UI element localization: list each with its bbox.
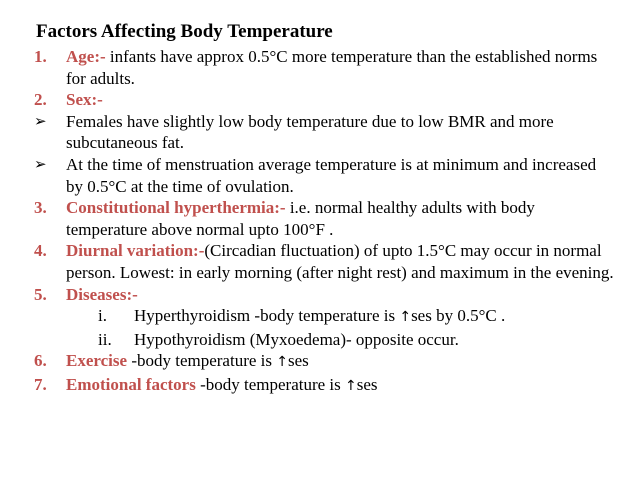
item-body: i.e. normal healthy adults with body temperature above normal upto 100°F . bbox=[66, 198, 535, 239]
item-heading: Diurnal variation:- bbox=[66, 241, 205, 261]
bullet-text: At the time of menstruation average temperature is at minimum and increased by 0.5°C at the time of ovulation. bbox=[66, 154, 597, 196]
slide-title: Factors Affecting Body Temperature bbox=[36, 21, 333, 42]
bullet-item-females bbox=[34, 111, 614, 154]
list-item-diseases bbox=[34, 284, 614, 306]
up-arrow-icon: ↑ bbox=[345, 377, 357, 394]
list-item-emotional-factors bbox=[34, 374, 614, 398]
item-number: 6. bbox=[34, 351, 47, 371]
roman-numeral: ii. bbox=[98, 329, 112, 349]
sub-item-hypothyroidism bbox=[98, 329, 614, 351]
list-item-age bbox=[34, 46, 614, 89]
item-text bbox=[66, 284, 614, 306]
item-number: 7. bbox=[34, 374, 47, 394]
item-number: 3. bbox=[34, 198, 47, 218]
item-number: 4. bbox=[34, 241, 47, 261]
arrow-bullet-icon: ➢ bbox=[34, 113, 47, 130]
item-heading: Constitutional hyperthermia:- bbox=[66, 198, 286, 218]
up-arrow-icon: ↑ bbox=[399, 309, 412, 326]
item-number: 2. bbox=[34, 90, 47, 110]
item-number: 1. bbox=[34, 47, 47, 66]
sub-item-text: Hypothyroidism (Myxoedema)- opposite occur. bbox=[134, 329, 459, 349]
item-text bbox=[66, 89, 614, 111]
list-item-constitutional-hyperthermia bbox=[34, 197, 614, 240]
sub-item-hyperthyroidism bbox=[98, 305, 614, 329]
item-heading: Exercise bbox=[66, 351, 128, 371]
item-text bbox=[66, 240, 614, 283]
arrow-bullet-icon: ➢ bbox=[34, 156, 47, 173]
list-item-diurnal-variation bbox=[34, 240, 614, 283]
item-text bbox=[66, 46, 614, 89]
item-heading: Sex:- bbox=[66, 90, 103, 110]
item-body: (Circadian fluctuation) of upto 1.5°C may occur in normal person. Lowest: in early morning (after night rest) and maximum in the evening. bbox=[66, 241, 614, 282]
item-text: Emotional factors -body temperature is ↑ses bbox=[66, 374, 378, 394]
item-heading: Emotional factors bbox=[66, 374, 196, 394]
bullet-text: Females have slightly low body temperature due to low BMR and more subcutaneous fat. bbox=[66, 111, 554, 153]
bullet-item-menstruation bbox=[34, 154, 614, 197]
roman-numeral: i. bbox=[98, 306, 107, 326]
up-arrow-icon: ↑ bbox=[276, 354, 288, 371]
list-item-exercise bbox=[34, 350, 614, 374]
list-item-sex bbox=[34, 89, 614, 111]
item-number: 5. bbox=[34, 284, 47, 304]
item-heading: Age:- bbox=[66, 47, 106, 66]
item-text: Exercise -body temperature is ↑ses bbox=[66, 351, 309, 371]
item-heading: Diseases:- bbox=[66, 284, 138, 304]
slide-content bbox=[34, 46, 614, 398]
item-body: infants have approx 0.5°C more temperature than the established norms for adults. bbox=[66, 47, 598, 88]
item-text bbox=[66, 197, 614, 240]
sub-item-text: Hyperthyroidism -body temperature is ↑ses by 0.5°C . bbox=[134, 306, 506, 326]
